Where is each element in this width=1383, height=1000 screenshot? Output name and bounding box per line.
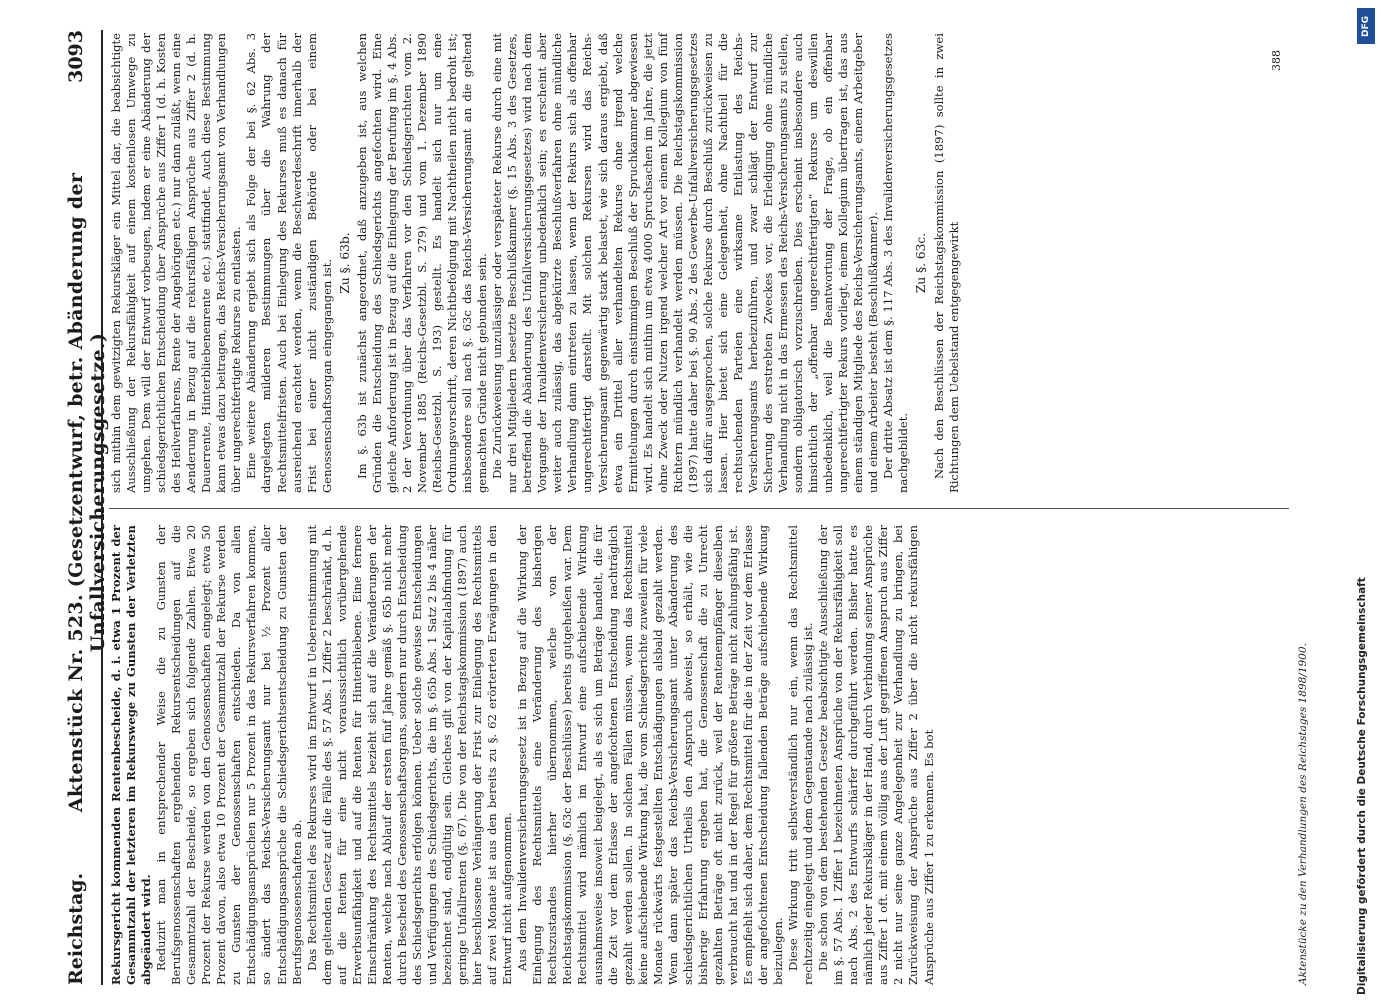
paragraph: Im §. 63b ist zunächst angeordnet, daß anzugeben ist, aus welchen Gründen die Entscheidung des Schiedsgerichts angefochten wird. Eine gleiche Anforderung ist in Bezug auf die Einlegung der Berufung im §. 4 Abs. 2 der Verordnung über das Verfahren vor den Schiedsgerichten vom 2. November 1885 (Reichs-Gesetzbl. S. 279) und vom 1. Dezember 1890 (Reichs-Gesetzbl. S. 193) gestellt. Es handelt sich nur um eine Ordnungsvorschrift, deren Nichtbefolgung mit Nachtheilen nicht bedroht ist; insbesondere soll nach §. 63c das Reichs-Versicherungsamt an die geltend gemachten Gründe nicht gebunden sein.	[354, 33, 490, 493]
paragraph: Das Rechtsmittel des Rekurses wird im Entwurf in Uebereinstimmung mit dem geltenden Gesetz auf die Fälle des §. 57 Abs. 1 Ziffer 2 beschränkt, d. h. auf die Renten für eine nicht vorausssichtlich vorübergehende Erwerbsunfähigkeit und auf die Renten für Hinterbliebene. Eine fernere Einschränkung des Rechtsmittels bezieht sich auf die Veränderungen der Renten, welche nach Ablauf der ersten fünf Jahre gemäß §. 65b nicht mehr durch Bescheid des Genossenschaftsorgans, sondern nur durch Entscheidung des Schiedsgerichts erfolgen können. Ueber solche gewisse Entscheidungen und Verfügungen des Schiedsgerichts, die im §. 65b Abs. 1 Satz 2 bis 4 näher bezeichnet sind, endgültig sein. Gleiches gilt von der Kapitalabfindung für geringe Unfallrenten (§. 67). Die von der Reichstagskommission (1897) auch hier beschlossene Verlängerung der Frist zur Einlegung des Rechtsmittels auf zwei Monate ist aus den bereits zu §. 62 erörterten Erwägungen in den Entwurf nicht aufgenommen.	[304, 525, 515, 985]
section-heading: Zu §. 63c.	[914, 232, 929, 294]
paragraph: sich mithin dem gewitzigten Rekurskläger ein Mittel dar, die beabsichtigte Ausschließung der Rekursfähigkeit auf einem kostenlosen Umwege zu umgehen. Dem will der Entwurf vorbeugen, indem er eine Abänderung der schiedsgerichtlichen Entscheidung über Ansprüche aus Ziffer 1 (d. h. Kosten des Heilverfahrens, Rente der Angehörigen etc.) nur dann zuläßt, wenn eine Aenderung in Bezug auf die rekursfähigen Ansprüche aus Ziffer 2 (d. h. Dauerrente, Hinterbliebenenrente etc.) stattfindet. Auch diese Bestimmung kann etwas dazu beitragen, das Reichs-Versicherungsamt von Verhandlungen über ungerechtfertigte Rekurse zu entlasten.	[109, 33, 244, 493]
footer-note: Aktenstücke zu den Verhandlungen des Reichstages 1898/1900.	[1297, 643, 1309, 985]
paragraph: Die Zurückweisung unzulässiger oder verspäteter Rekurse durch eine mit nur drei Mitgliedern besetzte Beschlußkammer (§. 15 Abs. 3 des Gesetzes, betreffend die Abänderung des Unfallversicherungsgesetzes) wird nach dem Vorgange der Invalidenversicherung unbedenklich sein; es erscheint aber weiter auch zulässig, das abgekürzte Beschlußverfahren ohne mündliche Verhandlung dann eintreten zu lassen, wenn der Rekurs sich als offenbar ungerechtfertigt darstellt. Mit solchen Rekursen wird das Reichs-Versicherungsamt gegenwärtig stark belastet, wie sich daraus ergiebt, daß etwa ein Drittel aller verhandelten Rekurse ohne irgend welche Ermittelungen durch einstimmigen Beschluß der Spruchkammer abgewiesen wird. Es handelt sich mithin um etwa 4000 Spruchsachen im Jahre, die jetzt ohne Zweck oder Nutzen irgend welcher Art vor einem Kollegium von fünf Richtern mündlich verhandelt werden müssen. Die Reichstagskommission (1897) hatte daher bei §. 90 Abs. 2 des Gewerbe-Unfallversicherungsgesetzes sich dafür ausgesprochen, solche Rekurse durch Beschluß zurückweisen zu lassen. Hier bietet sich eine Gelegenheit, ohne Nachtheil für die rechtsuchenden Parteien eine wirksame Entlastung des Reichs-Versicherungsamts herbeizuführen, und zwar schlägt der Entwurf zur Sicherung des erstrebten Zweckes vor, die Erledigung ohne mündliche Verhandlung nicht in das Ermessen des Reichs-Versicherungsamts zu stellen, sondern obligatorisch vorzuschreiben. Dies erscheint insbesondere auch hinsichtlich der „offenbar ungerechtfertigten“ Rekurse um deswillen unbedenklich, weil die Beantwortung der Frage, ob ein offenbar ungerechtfertigter Rekurs vorliegt, einem Kollegium übertragen ist, das aus einem ständigen Mitgliede des Reichs-Versicherungsamts, einem Arbeitgeber und einem Arbeiter besteht (Beschlußkammer).	[490, 33, 881, 493]
paragraph: Aus dem Invalidenversicherungsgesetz ist in Bezug auf die Wirkung der Einlegung des Rechtsmittels eine Veränderung des bisherigen Rechtszustandes hierher übernommen, welche von der Reichstagskommission (§. 63c der Beschlüsse) bereits gutgeheißen war. Dem Rechtsmittel wird nämlich im Entwurf eine aufschiebende Wirkung ausnahmsweise insoweit beigelegt, als es sich um Beträge handelt, die für die Zeit vor dem Erlasse der angefochtenen Entscheidung nachträglich gezahlt werden sollen. In solchen Fällen müssen, wenn das Rechtsmittel keine aufschiebende Wirkung hat, die vom Schiedsgerichte zuweilen für viele Monate rückwärts festgestellten Entschädigungen alsbald gezahlt werden. Wenn dann später das Reichs-Versicherungsamt unter Abänderung des schiedsgerichtlichen Urtheils den Anspruch abweist, so erhält, wie die bisherige Erfahrung ergeben hat, die Genossenschaft die zu Unrecht gezahlten Beträge oft nicht zurück, weil der Rentenempfänger dieselben verbraucht hat und in der Regel für größere Beträge nicht zahlungsfähig ist. Es empfiehlt sich daher, dem Rechtsmittel für die in der Zeit vor dem Erlasse der angefochtenen Entscheidung fallenden Beträge aufschiebende Wirkung beizulegen.	[515, 525, 786, 985]
page-number: 3093	[65, 30, 87, 83]
header-left: Reichstag.	[65, 872, 87, 985]
header-title: Aktenstück Nr. 523. (Gesetzentwurf, betr. Abänderung der Unfallversicherungsgesetze.)	[65, 172, 109, 813]
digitization-notice: Digitalisierung gefördert durch die Deutsche Forschungsgemeinschaft	[1356, 577, 1368, 995]
right-column	[109, 33, 962, 493]
page-header	[65, 30, 109, 985]
paragraph: Eine weitere Abänderung ergiebt sich als Folge der bei §. 62 Abs. 3 dargelegten milderen Bestimmungen über die Wahrung der Rechtsmittelfristen. Auch bei Einlegung des Rekurses muß es danach für ausreichend erachtet werden, wenn die Beschwerdeschrift innerhalb der Frist bei einer nicht zuständigen Behörde oder bei einem Genossenschaftsorgan eingegangen ist.	[244, 33, 334, 493]
column-separator	[109, 508, 1289, 509]
paragraph: Reduzirt man in entsprechender Weise die zu Gunsten der Berufsgenossenschaften ergehenden Rekursentscheidungen auf die Gesammtzahl der Bescheide, so ergeben sich folgende Zahlen. Etwa 20 Prozent der Rekurse werden von den Genossenschaften eingelegt; etwa 50 Prozent davon, also etwa 10 Prozent der Gesammtzahl der Rekurse werden zu Gunsten der Genossenschaften entschieden. Da von allen Entschädigungsansprüchen nur 5 Prozent in das Rekursverfahren kommen, so ändert das Reichs-Versicherungsamt nur bei ½ Prozent aller Entschädigungsansprüche die Schiedsgerichtsentscheidung zu Gunsten der Berufsgenossenschaften ab.	[154, 525, 304, 985]
paragraph: Die schon von dem bestehenden Gesetze beabsichtigte Ausschließung der im §. 57 Abs. 1 Ziffer 1 bezeichneten Ansprüche von der Rekursfähigkeit soll nach Abs. 2 des Entwurfs schärfer durchgeführt werden. Bisher hatte es nämlich jeder Rekurskläger in der Hand, durch Verbindung seiner Ansprüche aus Ziffer 1 oft. mit einem völlig aus der Luft gegriffenen Anspruch aus Ziffer 2 nicht nur seine ganze Angelegenheit zur Verhandlung zu bringen, bei Zurückweisung der Ansprüche aus Ziffer 2 über die nicht rekursfähigen Ansprüche aus Ziffer 1 zu erkennen. Es bot	[816, 525, 936, 985]
paragraph: Der dritte Absatz ist dem §. 117 Abs. 3 des Invalidenversicherungsgesetzes nachgebildet.	[881, 33, 911, 493]
header-rule	[101, 30, 103, 985]
left-column	[109, 525, 937, 985]
sheet-number: 388	[1270, 50, 1283, 71]
paragraph: Diese Wirkung tritt selbstverständlich nur ein, wenn das Rechtsmittel rechtzeitig eingelegt und dem Gegenstande nach zulässig ist.	[786, 525, 816, 985]
document-page	[65, 30, 1330, 985]
section-heading: Zu §. 63b.	[337, 232, 352, 294]
dfg-logo: DFG	[1357, 8, 1375, 44]
paragraph: Nach den Beschlüssen der Reichstagskommission (1897) sollte in zwei Richtungen dem Uebelstand entgegengewirkt	[931, 33, 961, 493]
paragraph: Rekursgericht kommenden Rentenbescheide, d. i. etwa 1 Prozent der Gesammtzahl der letzteren im Rekurswege zu Gunsten der Verletzten abgeändert wird.	[109, 525, 154, 985]
